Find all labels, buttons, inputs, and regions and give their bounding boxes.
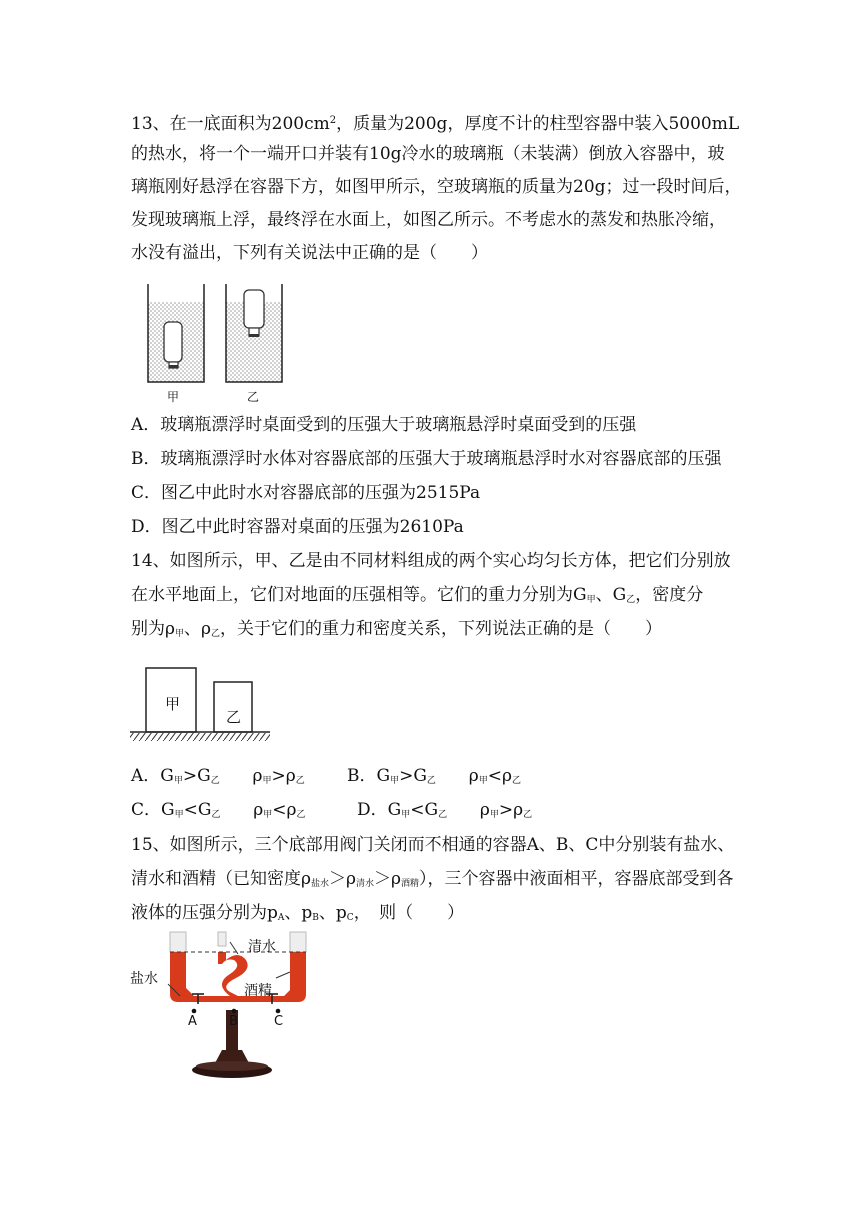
liquid-body (170, 952, 306, 1002)
q13-line-2: 的热水，将一个一端开口并装有10g冷水的玻璃瓶（未装满）倒放入容器中，玻 (131, 144, 725, 164)
q13-figure (140, 280, 300, 390)
q15-line-3: 液体的压强分别为$p_A$、$p_B$、$p_C$， 则（ ） (131, 903, 465, 923)
q15-label-c: C (274, 1014, 284, 1029)
q14-option-c: C．$G_甲<G_乙$ $\rho_甲<\rho_乙$ (131, 800, 306, 820)
q13-line-4: 发现玻璃瓶上浮，最终浮在水面上，如图乙所示。不考虑水的蒸发和热胀冷缩， (131, 210, 726, 230)
q13-line-5: 水没有溢出，下列有关说法中正确的是（ ） (131, 243, 488, 263)
q13-line-1: 13、在一底面积为$200cm^2$，质量为200g，厚度不计的柱型容器中装入5000mL (131, 114, 740, 134)
q13-figure-label-yi: 乙 (247, 390, 260, 404)
alcohol-leader (276, 972, 290, 978)
q13-figure-label-jia: 甲 (167, 390, 180, 404)
q15-label-salt: 盐水 (130, 971, 158, 987)
point-a (192, 1009, 197, 1014)
q15-line-2: 清水和酒精（已知密度$\rho_{盐水}>\rho_{清水}>\rho_{酒精}$），三个容器中液面相平，容器底部受到各 (131, 869, 734, 889)
q14-option-d: D．$G_甲<G_乙$ $\rho_甲>\rho_乙$ (357, 800, 533, 820)
q14-option-a: A．$G_甲>G_乙$ $\rho_甲>\rho_乙$ (131, 766, 305, 786)
ground-hatch (130, 733, 270, 741)
container-jia (148, 284, 204, 382)
q13-line-3: 璃瓶刚好悬浮在容器下方，如图甲所示，空玻璃瓶的质量为20g；过一段时间后， (131, 177, 742, 197)
q13-option-d: D．图乙中此时容器对桌面的压强为2610Pa (131, 517, 464, 537)
q14-line-1: 14、如图所示，甲、乙是由不同材料组成的两个实心均匀长方体，把它们分别放 (131, 551, 731, 571)
point-c (276, 1009, 281, 1014)
bottle-jia (164, 322, 182, 362)
q15-line-1: 15、如图所示，三个底部用阀门关闭而不相通的容器A、B、C中分别装有盐水、 (131, 835, 735, 855)
q14-line-2: 在水平地面上，它们对地面的压强相等。它们的重力分别为$G_甲$、$G_乙$，密度分 (131, 585, 704, 605)
q13-option-a: A．玻璃瓶漂浮时桌面受到的压强大于玻璃瓶悬浮时桌面受到的压强 (131, 415, 637, 435)
q13-option-b: B．玻璃瓶漂浮时水体对容器底部的压强大于玻璃瓶悬浮时水对容器底部的压强 (131, 449, 722, 469)
q15-label-a: A (188, 1014, 197, 1029)
q13-option-c: C．图乙中此时水对容器底部的压强为2515Pa (131, 483, 481, 503)
q14-figure-label-jia: 甲 (165, 695, 181, 713)
point-b (232, 1009, 237, 1014)
container-yi (226, 284, 282, 382)
q14-line-3: 别为$\rho_甲$、$\rho_乙$，关于它们的重力和密度关系，下列说法正确的是（ ） (131, 619, 663, 639)
q15-figure (126, 930, 316, 1085)
q15-label-alcohol: 酒精 (244, 983, 272, 999)
q14-option-b: B．$G_甲>G_乙$ $\rho_甲<\rho_乙$ (347, 766, 522, 786)
bottle-yi (244, 290, 264, 328)
q14-figure (128, 660, 272, 746)
q15-label-b: B (229, 1014, 238, 1029)
q15-label-water: 清水 (248, 939, 276, 955)
q14-figure-label-yi: 乙 (226, 708, 242, 726)
